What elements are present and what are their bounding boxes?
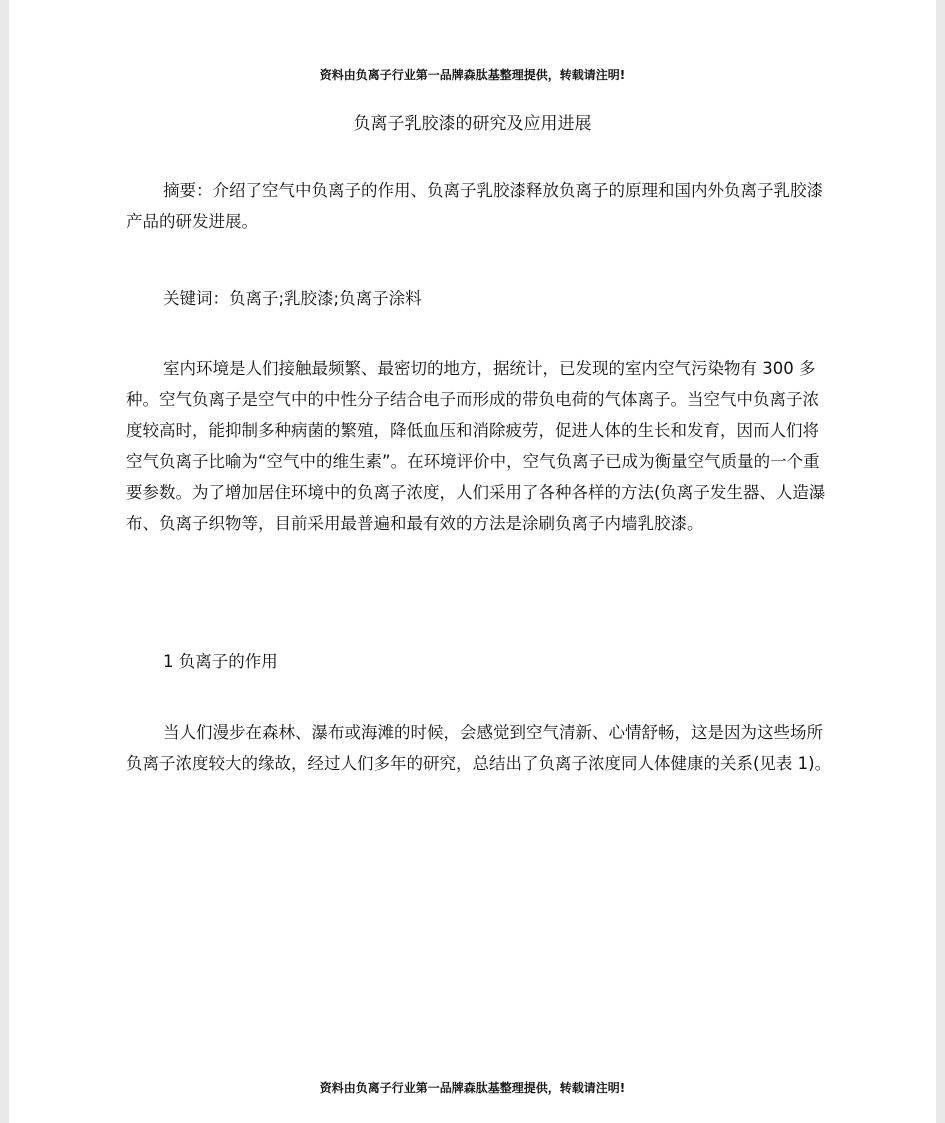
page-header-note: 资料由负离子行业第一品牌森肽基整理提供，转载请注明! (319, 68, 626, 82)
body-paragraph: 室内环境是人们接触最频繁、最密切的地方，据统计，已发现的室内空气污染物有 300 多种。空气负离子是空气中的中性分子结合电子而形成的带负电荷的气体离子。当空气中负离子浓度较高时，能抑制多种病菌的繁殖，降低血压和消除疲劳，促进人体的生长和发育，因而人们将空气负离子比喻为“空气中的维生素”。在环境评价中，空气负离子已成为衡量空气质量的一个重要参数。为了增加居住环境中的负离子浓度，人们采用了各种各样的方法(负离子发生器、人造瀑布、负离子织物等，目前采用最普遍和最有效的方法是涂刷负离子内墙乳胶漆。 (126, 359, 826, 533)
section-heading: 1 负离子的作用 (163, 652, 278, 671)
body-paragraph: 当人们漫步在森林、瀑布或海滩的时候，会感觉到空气清新、心情舒畅，这是因为这些场所负离子浓度较大的缘故，经过人们多年的研究，总结出了负离子浓度同人体健康的关系(见表 1)。 (126, 723, 832, 773)
document-title: 负离子乳胶漆的研究及应用进展 (353, 114, 592, 134)
document-page (9, 0, 936, 1123)
page-footer-note: 资料由负离子行业第一品牌森肽基整理提供，转载请注明! (319, 1081, 626, 1095)
keywords-paragraph: 关键词：负离子;乳胶漆;负离子涂料 (163, 289, 422, 308)
abstract-paragraph: 摘要：介绍了空气中负离子的作用、负离子乳胶漆释放负离子的原理和国内外负离子乳胶漆产品的研发进展。 (126, 181, 823, 231)
